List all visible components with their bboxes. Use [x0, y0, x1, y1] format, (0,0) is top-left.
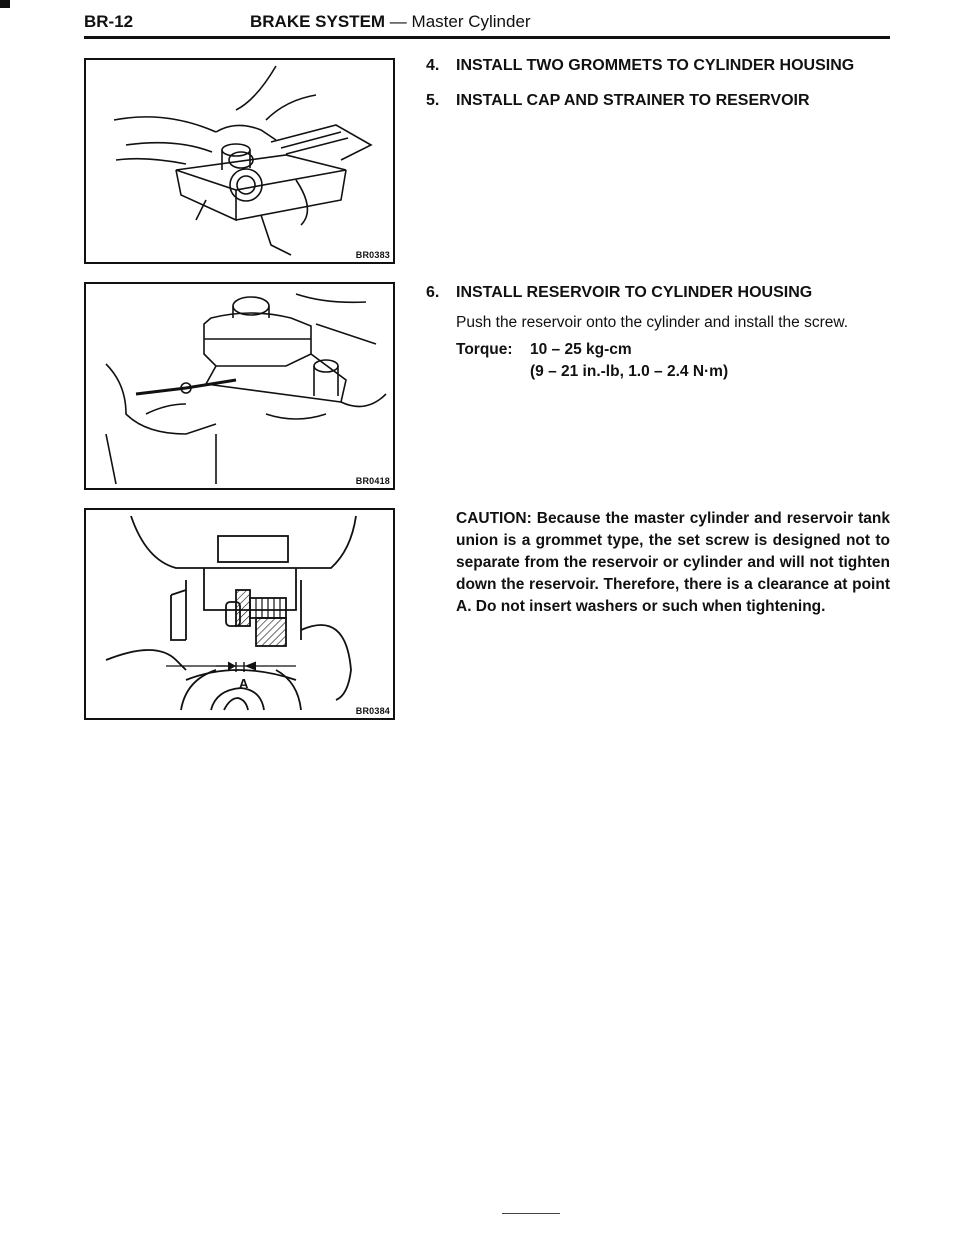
figure-code: BR0418 — [355, 476, 390, 486]
header-rule — [84, 36, 890, 39]
clearance-section-illustration — [86, 510, 393, 718]
page-code: BR-12 — [84, 12, 134, 31]
step-5 — [426, 92, 810, 110]
footer-mark — [502, 1213, 560, 1214]
step-number: 6. — [426, 284, 440, 301]
step-number: 4. — [426, 57, 440, 74]
section-title: BRAKE SYSTEM — [250, 12, 386, 31]
torque-value-alt: (9 – 21 in.-lb, 1.0 – 2.4 N·m) — [530, 363, 729, 380]
torque-label: Torque: — [456, 341, 513, 358]
step-number: 5. — [426, 92, 440, 109]
torque-value: 10 – 25 kg-cm — [530, 341, 632, 358]
page-title — [250, 12, 531, 32]
step-heading: INSTALL CAP AND STRAINER TO RESERVOIR — [456, 92, 810, 109]
figure-code: BR0384 — [355, 706, 390, 716]
page-corner-mark — [0, 0, 10, 8]
step-4 — [426, 57, 854, 75]
step-heading: INSTALL TWO GROMMETS TO CYLINDER HOUSING — [456, 57, 855, 74]
title-separator: — — [385, 12, 412, 31]
step-6 — [426, 284, 812, 302]
figure-install-grommets — [84, 58, 395, 264]
point-a-label: A — [239, 676, 249, 691]
torque-spec — [456, 341, 632, 359]
caution-note: CAUTION: Because the master cylinder and reservoir tank union is a grommet type, the set screw is designed not to separate from the reservoir or cylinder and will not tighten down the reservoir. Therefore, there is a clearance at point A. Do not insert washers or such when tightening. — [456, 510, 890, 615]
reservoir-illustration — [86, 284, 393, 488]
page-header — [84, 12, 890, 38]
push-instruction: Push the reservoir onto the cylinder and install the screw. — [456, 314, 849, 331]
step-heading: INSTALL RESERVOIR TO CYLINDER HOUSING — [456, 284, 813, 301]
figure-clearance-section — [84, 508, 395, 720]
subsection-title: Master Cylinder — [411, 12, 531, 31]
grommet-illustration — [86, 60, 393, 262]
figure-code: BR0383 — [355, 250, 390, 260]
figure-install-reservoir — [84, 282, 395, 490]
